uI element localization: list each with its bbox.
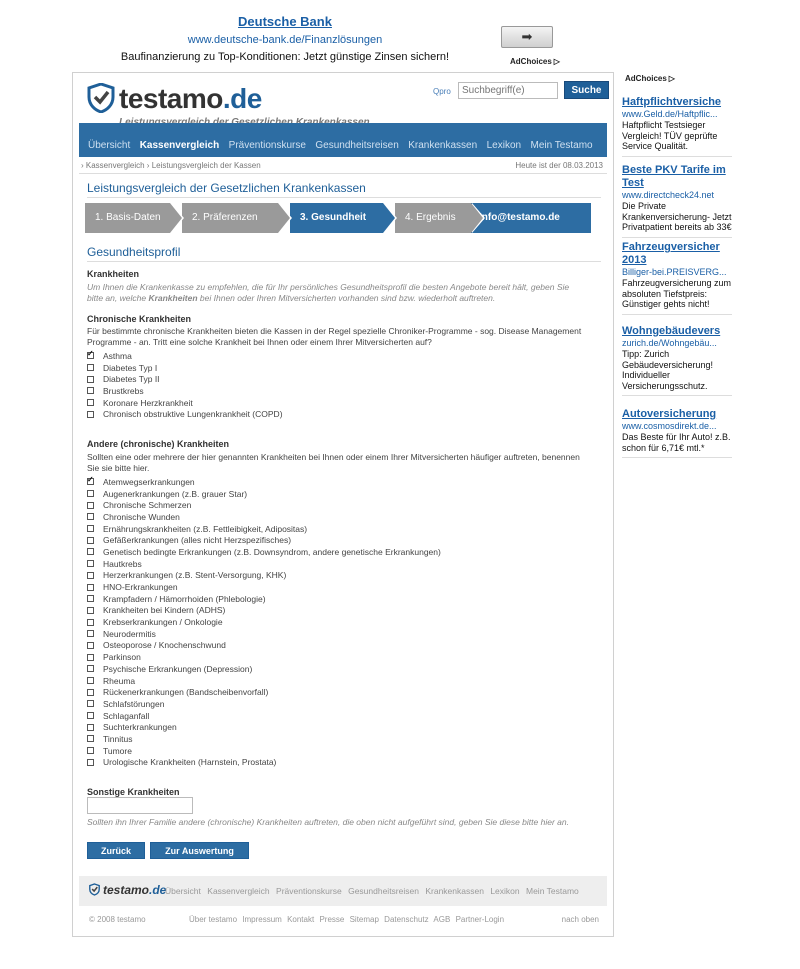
andere-checkbox-row[interactable] <box>87 675 441 687</box>
chronisch-checkbox[interactable] <box>87 376 94 383</box>
andere-checkbox[interactable] <box>87 712 94 719</box>
andere-checkbox[interactable] <box>87 560 94 567</box>
top-ad-url[interactable]: www.deutsche-bank.de/Finanzlösungen <box>187 34 383 46</box>
footer-nav-mein-testamo[interactable]: Mein Testamo <box>526 886 579 896</box>
footer-logo-tld: .de <box>149 883 167 897</box>
andere-checkbox-label: Rheuma <box>103 675 136 686</box>
andere-checkbox-row[interactable] <box>87 663 441 675</box>
footer-logo-name: testamo <box>103 883 150 897</box>
andere-checkbox[interactable] <box>87 619 94 626</box>
chronisch-checkbox-row[interactable] <box>87 385 283 397</box>
top-ad <box>100 14 470 63</box>
andere-checkbox-row[interactable] <box>87 640 441 652</box>
krankheiten-text-c: bei Ihnen oder Ihren Mitversicherten vorhanden sind bzw. wiederholt auftreten. <box>197 293 496 303</box>
sonstige-hint: Sollten ihn Ihrer Familie andere (chronische) Krankheiten auftreten, die oben nicht aufgeführt sind, geben Sie diese bitte hier an. <box>87 817 569 827</box>
step-label: 4. Ergebnis <box>405 212 456 223</box>
andere-checkbox-row[interactable] <box>87 686 441 698</box>
andere-checkbox[interactable] <box>87 548 94 555</box>
step-label: 2. Präferenzen <box>192 212 258 223</box>
andere-checkbox[interactable] <box>87 724 94 731</box>
krankheiten-text <box>87 282 587 304</box>
andere-checkbox-row[interactable] <box>87 558 441 570</box>
side-ad[interactable] <box>622 408 732 458</box>
andere-checkbox-label: Chronische Schmerzen <box>103 500 192 511</box>
wizard-steps <box>85 203 591 233</box>
andere-checkbox-label: Genetisch bedingte Erkrankungen (z.B. Downsyndrom, andere genetische Erkrankungen) <box>103 546 441 557</box>
chronisch-checkbox-row[interactable] <box>87 373 283 385</box>
side-ad-title[interactable]: Autoversicherung <box>622 408 717 420</box>
current-date: Heute ist der 08.03.2013 <box>515 161 603 170</box>
nav-item-praeventionskurse[interactable]: Präventionskurse <box>228 140 306 151</box>
footer-bar <box>79 876 607 906</box>
nav-item-uebersicht[interactable]: Übersicht <box>88 140 131 151</box>
sonstige-heading: Sonstige Krankheiten <box>87 787 180 797</box>
footer-nav-praeventionskurse[interactable]: Präventionskurse <box>276 886 342 896</box>
andere-checkbox-label: Gefäßerkrankungen (alles nicht Herzspezifisches) <box>103 535 292 546</box>
back-button[interactable]: Zurück <box>87 842 145 859</box>
andere-heading: Andere (chronische) Krankheiten <box>87 439 230 449</box>
andere-checkbox-row[interactable] <box>87 628 441 640</box>
andere-checkbox[interactable] <box>87 654 94 661</box>
andere-checkbox-label: Suchterkrankungen <box>103 722 177 733</box>
adchoices-label: AdChoices <box>510 57 552 66</box>
adchoices-icon: ▷ <box>668 74 675 83</box>
side-ad[interactable] <box>622 325 732 396</box>
andere-checkbox[interactable] <box>87 595 94 602</box>
adchoices-label: AdChoices <box>625 74 667 83</box>
footer-nav-lexikon[interactable]: Lexikon <box>490 886 520 896</box>
andere-checkbox-label: Hautkrebs <box>103 558 142 569</box>
chronisch-checkbox-label: Koronare Herzkrankheit <box>103 397 193 408</box>
step-label: 3. Gesundheit <box>300 212 367 223</box>
shield-check-icon <box>89 883 100 896</box>
divider <box>87 261 601 262</box>
andere-checkbox-row[interactable] <box>87 745 441 757</box>
step-label: 1. Basis-Daten <box>95 212 161 223</box>
andere-checkbox[interactable] <box>87 735 94 742</box>
footer-nav-kassenvergleich[interactable]: Kassenvergleich <box>207 886 270 896</box>
footer-nav <box>165 886 583 896</box>
andere-checkbox-label: Krebserkrankungen / Onkologie <box>103 617 223 628</box>
submit-button[interactable]: Zur Auswertung <box>150 842 249 859</box>
side-ad[interactable] <box>622 241 732 315</box>
andere-checkbox-label: Rückenerkrankungen (Bandscheibenvorfall) <box>103 687 269 698</box>
andere-checkbox-row[interactable] <box>87 698 441 710</box>
step-gesundheit[interactable] <box>290 203 383 233</box>
andere-checkbox-label: Atemwegserkrankungen <box>103 476 195 487</box>
nav-item-mein-testamo[interactable]: Mein Testamo <box>530 140 593 151</box>
andere-checkbox-row[interactable] <box>87 710 441 722</box>
chronisch-checkbox[interactable] <box>87 387 94 394</box>
andere-checkbox[interactable] <box>87 665 94 672</box>
andere-checkbox[interactable] <box>87 759 94 766</box>
side-ad[interactable] <box>622 164 732 238</box>
andere-checkbox-label: Krankheiten bei Kindern (ADHS) <box>103 605 226 616</box>
andere-checkbox-row[interactable] <box>87 733 441 745</box>
andere-checkbox-row[interactable] <box>87 570 441 582</box>
main-frame <box>72 72 614 937</box>
adchoices-icon: ▷ <box>553 57 560 66</box>
side-ad-title[interactable]: Wohngebäudevers <box>622 325 721 337</box>
top-ad-description: Baufinanzierung zu Top-Konditionen: Jetzt günstige Zinsen sichern! <box>120 51 450 63</box>
andere-checkbox-label: Urologische Krankheiten (Harnstein, Prostata) <box>103 757 277 768</box>
chronisch-checkbox-row[interactable] <box>87 408 283 420</box>
footer-nav-krankenkassen[interactable]: Krankenkassen <box>425 886 484 896</box>
andere-checkbox[interactable] <box>87 537 94 544</box>
main-nav <box>79 123 607 157</box>
andere-checkbox-row[interactable] <box>87 534 441 546</box>
andere-checkbox-label: HNO-Erkrankungen <box>103 582 178 593</box>
andere-checkbox[interactable] <box>87 513 94 520</box>
logo-text <box>119 83 262 115</box>
side-adchoices[interactable] <box>625 74 675 83</box>
andere-checkbox[interactable] <box>87 525 94 532</box>
andere-checkbox[interactable] <box>87 642 94 649</box>
side-ad-url[interactable]: www.cosmosdirekt.de... <box>622 421 717 431</box>
chronisch-checkbox[interactable] <box>87 352 94 359</box>
andere-checkbox-label: Chronische Wunden <box>103 511 180 522</box>
andere-checkbox-row[interactable] <box>87 476 441 488</box>
nav-item-kassenvergleich[interactable]: Kassenvergleich <box>139 140 220 151</box>
chronisch-heading: Chronische Krankheiten <box>87 314 192 324</box>
footer-nav-uebersicht[interactable]: Übersicht <box>165 886 201 896</box>
andere-checkbox-row[interactable] <box>87 546 441 558</box>
nav-item-krankenkassen[interactable]: Krankenkassen <box>408 140 478 151</box>
andere-checkbox-row[interactable] <box>87 757 441 769</box>
top-ad-title[interactable]: Deutsche Bank <box>238 14 332 29</box>
andere-checkbox[interactable] <box>87 572 94 579</box>
logo-tld: .de <box>222 83 262 114</box>
krankheiten-heading: Krankheiten <box>87 269 140 279</box>
chronisch-checkbox-row[interactable] <box>87 350 283 362</box>
footer-link-kontakt[interactable]: Kontakt <box>287 915 315 924</box>
andere-checkbox-label: Schlafstörungen <box>103 698 165 709</box>
footer-logo[interactable] <box>103 883 166 897</box>
footer-meta-links <box>189 915 507 924</box>
andere-checkbox-label: Tumore <box>103 745 132 756</box>
chronisch-text: Für bestimmte chronische Krankheiten bieten die Kassen in der Regel spezielle Chroniker-Programme - sog. Disease Management Programme - an. Tritt eine solche Krankheit bei Ihnen oder einem Ihrer Mitversicherten auf? <box>87 326 582 347</box>
side-ad-description: Fahrzeugversicherung zum absoluten Tiefstpreis: Günstiger gehts nicht! <box>622 278 732 309</box>
arrow-right-icon: ➡ <box>521 29 533 44</box>
andere-checkbox-row[interactable] <box>87 616 441 628</box>
andere-checkbox-label: Schlaganfall <box>103 710 150 721</box>
andere-checkbox-row[interactable] <box>87 488 441 500</box>
footer-link-agb[interactable]: AGB <box>433 915 451 924</box>
andere-checkbox-list <box>87 476 441 768</box>
sonstige-input[interactable] <box>87 797 193 814</box>
side-ad-title[interactable]: Haftpflichtversiche <box>622 96 722 108</box>
footer-nav-gesundheitsreisen[interactable]: Gesundheitsreisen <box>348 886 419 896</box>
footer-link-datenschutz[interactable]: Datenschutz <box>384 915 429 924</box>
andere-checkbox[interactable] <box>87 607 94 614</box>
logo-name: testamo <box>119 83 223 114</box>
chronisch-checkbox[interactable] <box>87 411 94 418</box>
andere-checkbox[interactable] <box>87 747 94 754</box>
nav-item-lexikon[interactable]: Lexikon <box>486 140 522 151</box>
andere-checkbox-row[interactable] <box>87 511 441 523</box>
andere-checkbox-row[interactable] <box>87 499 441 511</box>
side-ad-url[interactable]: zurich.de/Wohngebäu... <box>622 338 717 348</box>
andere-checkbox-label: Augenerkrankungen (z.B. grauer Star) <box>103 488 248 499</box>
chronisch-checkbox-label: Diabetes Typ II <box>103 374 160 385</box>
top-adchoices[interactable] <box>510 57 560 66</box>
chronisch-checkbox[interactable] <box>87 399 94 406</box>
step-ergebnis[interactable] <box>395 203 471 233</box>
andere-checkbox[interactable] <box>87 584 94 591</box>
footer-link-ueber[interactable]: Über testamo <box>189 915 238 924</box>
krankheiten-text-a: Um Ihnen die Krankenkasse zu empfehlen, die für Ihr persönliches Gesundheitsprofil die besten Angebote bereit hält, geben Sie bitte an, welche <box>87 282 570 303</box>
footer-link-partner-login[interactable]: Partner-Login <box>455 915 505 924</box>
divider <box>87 197 601 198</box>
chronisch-checkbox-label: Diabetes Typ I <box>103 362 158 373</box>
step-praeferenzen[interactable] <box>182 203 278 233</box>
side-ad-description: Haftpflicht Testsieger Vergleich! TÜV geprüfte Service Qualität. <box>622 120 718 151</box>
side-ad-title[interactable]: Fahrzeugversicher 2013 <box>622 241 720 266</box>
andere-checkbox[interactable] <box>87 677 94 684</box>
page-title: Leistungsvergleich der Gesetzlichen Krankenkassen <box>87 181 366 195</box>
search-button[interactable]: Suche <box>564 81 609 99</box>
side-ad-url[interactable]: www.Geld.de/Haftpflic... <box>622 109 718 119</box>
chronisch-checkbox-row[interactable] <box>87 397 283 409</box>
chronisch-checkbox-label: Chronisch obstruktive Lungenkrankheit (COPD) <box>103 409 283 420</box>
section-title: Gesundheitsprofil <box>87 245 181 259</box>
side-ad-description: Tipp: Zurich Gebäudeversicherung! Individueller Versicherungsschutz. <box>622 349 714 391</box>
andere-checkbox-label: Neurodermitis <box>103 628 156 639</box>
side-ad[interactable] <box>622 96 732 157</box>
side-ad-description: Das Beste für Ihr Auto! z.B. schon für 6,71€ mtl.* <box>622 432 731 453</box>
andere-checkbox-row[interactable] <box>87 651 441 663</box>
chronisch-checkbox-label: Asthma <box>103 350 132 361</box>
step-label: Info@testamo.de <box>479 212 560 223</box>
andere-checkbox-label: Osteoporose / Knochenschwund <box>103 640 226 651</box>
chronisch-checkbox[interactable] <box>87 364 94 371</box>
andere-checkbox-label: Parkinson <box>103 652 141 663</box>
andere-checkbox[interactable] <box>87 689 94 696</box>
step-info-email[interactable] <box>471 203 591 233</box>
side-ad-url[interactable]: Billiger-bei.PREISVERG... <box>622 267 727 277</box>
andere-checkbox[interactable] <box>87 700 94 707</box>
breadcrumb <box>79 160 607 174</box>
search-provider-label: Qpro <box>433 87 451 96</box>
andere-checkbox-label: Tinnitus <box>103 733 133 744</box>
andere-checkbox-row[interactable] <box>87 593 441 605</box>
footer-link-presse[interactable]: Presse <box>319 915 345 924</box>
shield-check-icon <box>87 83 115 113</box>
side-ad-url[interactable]: www.directcheck24.net <box>622 190 715 200</box>
krankheiten-text-b: Krankheiten <box>148 293 198 303</box>
top-ad-arrow-button[interactable] <box>501 26 553 48</box>
chronisch-checkbox-row[interactable] <box>87 362 283 374</box>
search-input[interactable] <box>458 82 558 99</box>
footer-link-impressum[interactable]: Impressum <box>242 915 282 924</box>
nav-item-gesundheitsreisen[interactable]: Gesundheitsreisen <box>315 140 399 151</box>
andere-checkbox-label: Psychische Erkrankungen (Depression) <box>103 663 253 674</box>
copyright: © 2008 testamo <box>89 915 146 924</box>
andere-checkbox-row[interactable] <box>87 523 441 535</box>
andere-checkbox-label: Herzerkrankungen (z.B. Stent-Versorgung, KHK) <box>103 570 287 581</box>
chronisch-checkbox-label: Brustkrebs <box>103 385 144 396</box>
side-ad-description: Die Private Krankenversicherung- Jetzt Privatpatient bereits ab 33€ <box>622 201 732 232</box>
andere-checkbox-label: Krampfadern / Hämorrhoiden (Phlebologie) <box>103 593 266 604</box>
andere-checkbox[interactable] <box>87 490 94 497</box>
back-to-top-link[interactable]: nach oben <box>561 915 599 924</box>
side-ad-title[interactable]: Beste PKV Tarife im Test <box>622 164 726 189</box>
andere-checkbox[interactable] <box>87 478 94 485</box>
chronisch-checkbox-list <box>87 350 283 420</box>
andere-checkbox[interactable] <box>87 630 94 637</box>
footer-link-sitemap[interactable]: Sitemap <box>349 915 379 924</box>
step-basis-daten[interactable] <box>85 203 170 233</box>
andere-checkbox-row[interactable] <box>87 581 441 593</box>
breadcrumb-path[interactable]: › Kassenvergleich › Leistungsvergleich der Kassen <box>81 161 261 170</box>
andere-checkbox-row[interactable] <box>87 721 441 733</box>
andere-checkbox-row[interactable] <box>87 605 441 617</box>
andere-text: Sollten eine oder mehrere der hier genannten Krankheiten bei Ihnen oder einem Ihrer Mitversicherten häufiger auftreten, benennen Sie sie bitte hier. <box>87 452 580 473</box>
andere-checkbox[interactable] <box>87 502 94 509</box>
andere-checkbox-label: Ernährungskrankheiten (z.B. Fettleibigkeit, Adipositas) <box>103 523 308 534</box>
